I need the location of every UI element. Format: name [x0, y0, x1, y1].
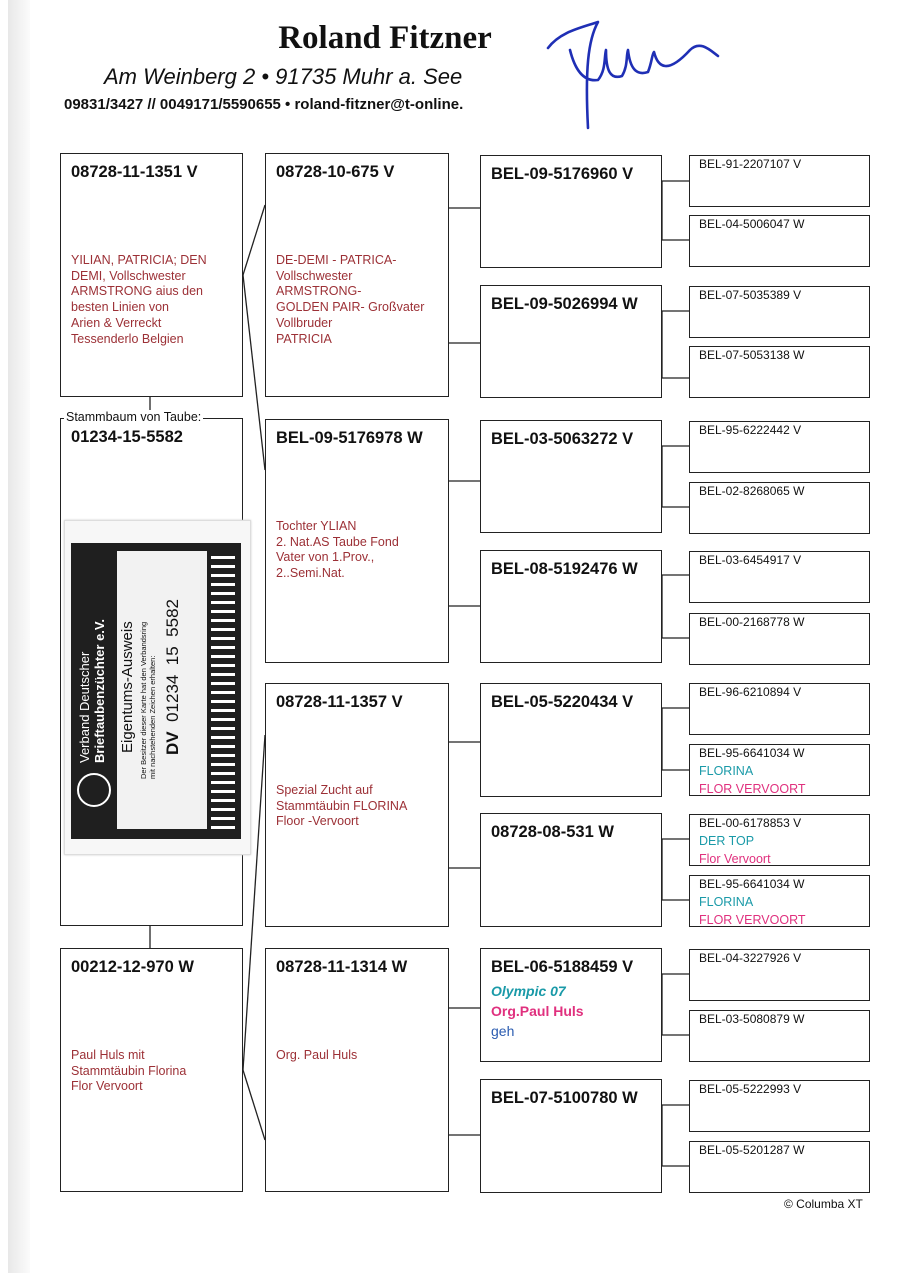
- sire-box: [60, 153, 243, 397]
- sire-notes: YILIAN, PATRICIA; DEN DEMI, Vollschwester ARMSTRONG aius den besten Linien von Arien & Verreckt Tessenderlo Belgien: [71, 253, 207, 346]
- gen3-box-7: BEL-06-5188459 V Olympic 07 Org.Paul Huls geh: [480, 948, 662, 1062]
- gen4-box-1: BEL-91-2207107 V: [689, 155, 870, 207]
- gen4-box-2: BEL-04-5006047 W: [689, 215, 870, 267]
- gen3-box-8: BEL-07-5100780 W: [480, 1079, 662, 1193]
- breeder-name: Roland Fitzner: [278, 20, 492, 56]
- breeder-address: Am Weinberg 2 • 91735 Muhr a. See: [104, 64, 463, 89]
- pedigree-legend: Stammbaum von Taube:: [66, 410, 202, 424]
- gen2-box-4: 08728-11-1314 W Org. Paul Huls: [265, 948, 449, 1192]
- gen4-box-6: BEL-02-8268065 W: [689, 482, 870, 534]
- card-org: Verband Deutscher Brieftaubenzüchter e.V.: [77, 618, 107, 763]
- gen4-box-12: BEL-95-6641034 W FLORINA FLOR VERVOORT: [689, 875, 870, 927]
- gen4-box-4: BEL-07-5053138 W: [689, 346, 870, 398]
- geh-label: geh: [491, 1023, 515, 1039]
- gen4-box-7: BEL-03-6454917 V: [689, 551, 870, 603]
- card-title: Eigentums-Ausweis: [119, 621, 136, 753]
- ownership-card: [64, 520, 251, 855]
- gen3-box-3: BEL-03-5063272 V: [480, 420, 662, 533]
- gen4-box-10: BEL-95-6641034 W FLORINA FLOR VERVOORT: [689, 744, 870, 796]
- origin-label: Org.Paul Huls: [491, 1003, 584, 1019]
- gen4-box-5: BEL-95-6222442 V: [689, 421, 870, 473]
- olympic-label: Olympic 07: [491, 983, 566, 999]
- gen2-box-2: BEL-09-5176978 W Tochter YLIAN 2. Nat.AS Taube Fond Vater von 1.Prov., 2..Semi.Nat.: [265, 419, 449, 663]
- paper-edge: [8, 0, 30, 1273]
- gen4-box-15: BEL-05-5222993 V: [689, 1080, 870, 1132]
- gen4-box-13: BEL-04-3227926 V: [689, 949, 870, 1001]
- gen3-box-1: BEL-09-5176960 V: [480, 155, 662, 268]
- breeder-contact: 09831/3427 // 0049171/5590655 • roland-fitzner@t-online.: [64, 96, 464, 113]
- dam-box: [60, 948, 243, 1192]
- gen3-box-4: BEL-08-5192476 W: [480, 550, 662, 663]
- gen4-box-16: BEL-05-5201287 W: [689, 1141, 870, 1193]
- dam-ring: 00212-12-970 W: [71, 958, 194, 976]
- gen4-box-11: BEL-00-6178853 V DER TOP Flor Vervoort: [689, 814, 870, 866]
- gen4-box-8: BEL-00-2168778 W: [689, 613, 870, 665]
- gen4-box-9: BEL-96-6210894 V: [689, 683, 870, 735]
- dam-notes: Paul Huls mit Stammtäubin Florina Flor Vervoort: [71, 1048, 187, 1094]
- gen3-box-2: BEL-09-5026994 W: [480, 285, 662, 398]
- dove-logo-icon: [77, 773, 111, 807]
- card-text: Der Besitzer dieser Karte hat den Verbandsring mit nachstehenden Zeichen erhalten:: [139, 621, 157, 779]
- gen3-box-6: 08728-08-531 W: [480, 813, 662, 927]
- sire-ring: 08728-11-1351 V: [71, 163, 198, 181]
- signature: [540, 10, 730, 140]
- gen3-box-5: BEL-05-5220434 V: [480, 683, 662, 797]
- copyright: © Columba XT: [784, 1197, 863, 1211]
- card-ring-number: DV 01234 15 5582: [163, 598, 182, 755]
- gen4-box-14: BEL-03-5080879 W: [689, 1010, 870, 1062]
- gen4-box-3: BEL-07-5035389 V: [689, 286, 870, 338]
- card-border-pattern: [211, 551, 235, 829]
- subject-ring: 01234-15-5582: [71, 428, 183, 446]
- gen2-box-3: 08728-11-1357 V Spezial Zucht auf Stammtäubin FLORINA Floor -Vervoort: [265, 683, 449, 927]
- gen2-box-1: 08728-10-675 V DE-DEMI - PATRICA- Vollschwester ARMSTRONG- GOLDEN PAIR- Großvater Vollbruder PATRICIA: [265, 153, 449, 397]
